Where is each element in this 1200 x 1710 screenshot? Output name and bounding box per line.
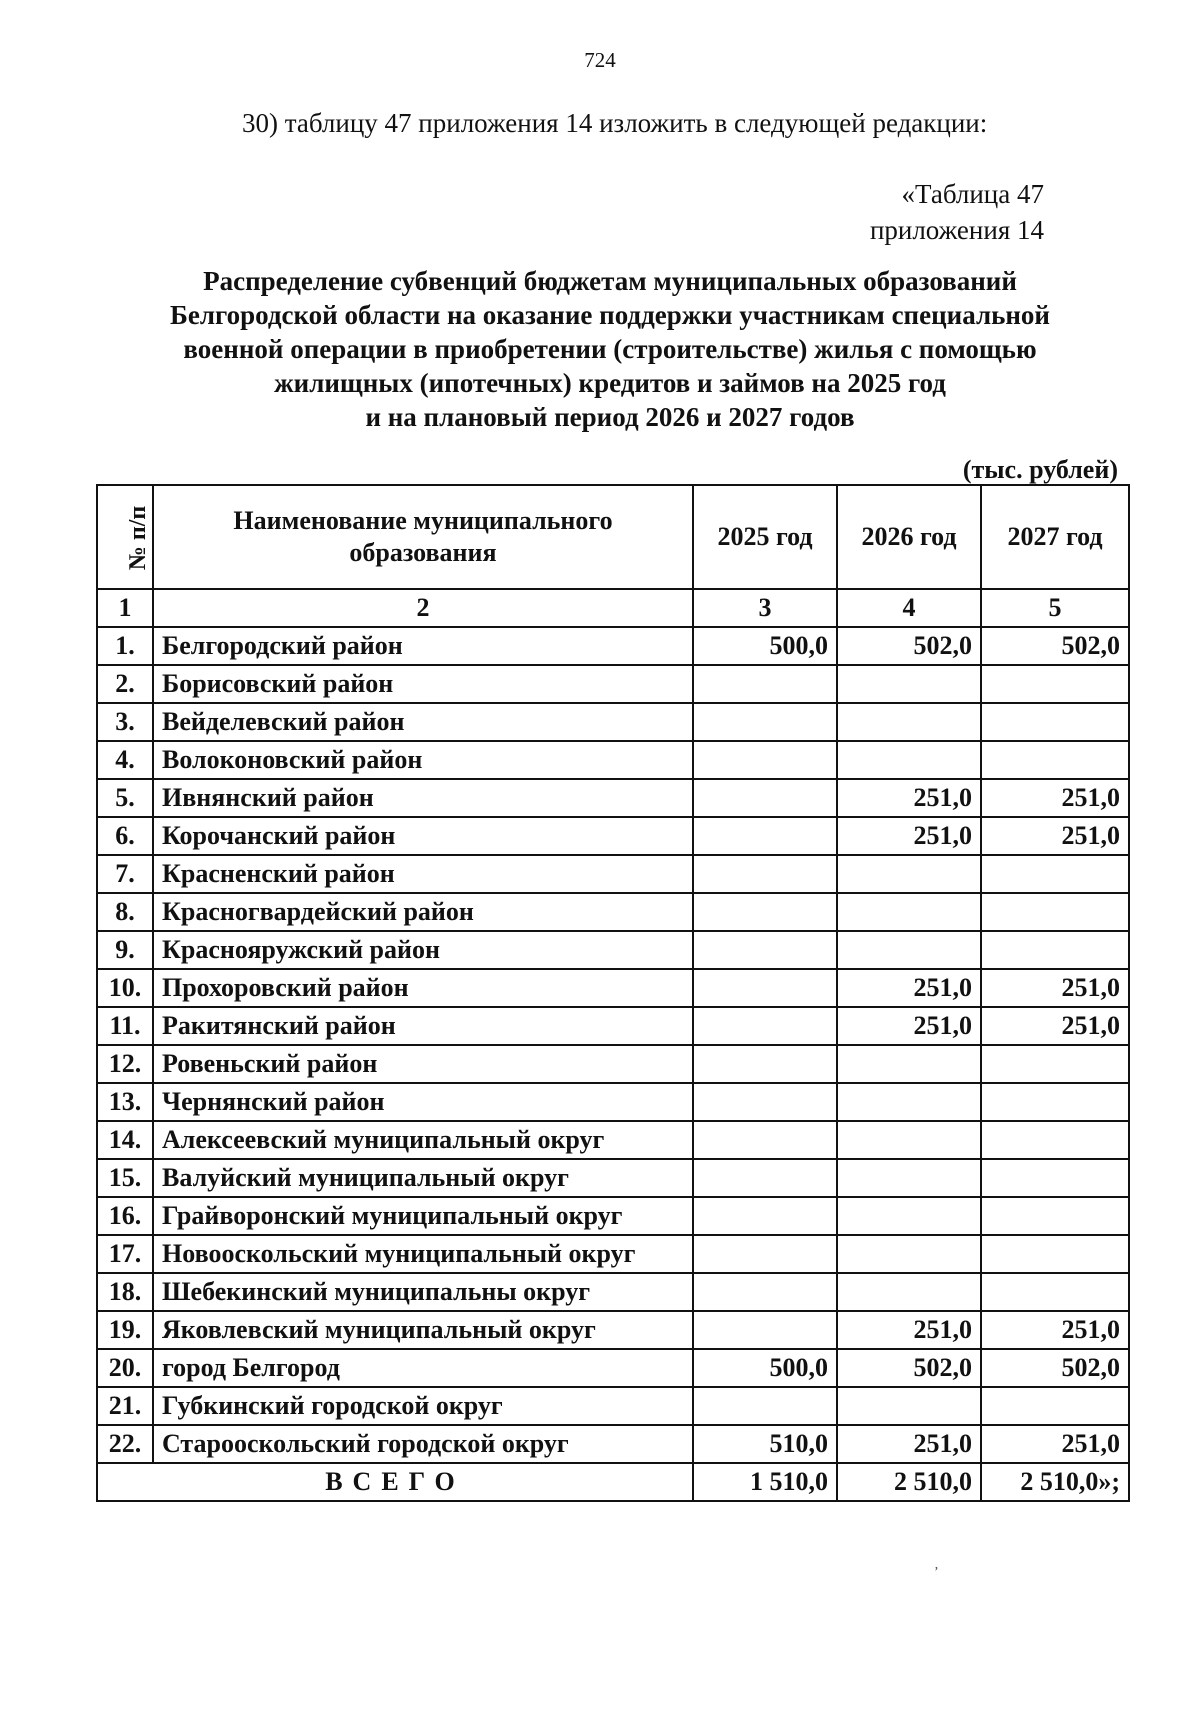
row-value-2025 xyxy=(693,969,837,1007)
row-name: Ракитянский район xyxy=(153,1007,693,1045)
title-line: Распределение субвенций бюджетам муниципальных образований xyxy=(203,266,1017,296)
row-value-2027: 251,0 xyxy=(981,817,1129,855)
title-line: жилищных (ипотечных) кредитов и займов на 2025 год xyxy=(274,368,946,398)
row-name: Губкинский городской округ xyxy=(153,1387,693,1425)
total-row xyxy=(97,1463,1129,1501)
header-2025: 2025 год xyxy=(693,485,837,589)
row-value-2025 xyxy=(693,1121,837,1159)
row-number: 20. xyxy=(97,1349,153,1387)
row-number: 6. xyxy=(97,817,153,855)
row-name: Белгородский район xyxy=(153,627,693,665)
column-number: 1 xyxy=(97,589,153,627)
row-name: Красненский район xyxy=(153,855,693,893)
row-value-2027: 251,0 xyxy=(981,969,1129,1007)
row-name: Валуйский муниципальный округ xyxy=(153,1159,693,1197)
row-number: 4. xyxy=(97,741,153,779)
total-2026: 2 510,0 xyxy=(837,1463,981,1501)
row-number: 10. xyxy=(97,969,153,1007)
row-name: Ивнянский район xyxy=(153,779,693,817)
row-number: 16. xyxy=(97,1197,153,1235)
table-row xyxy=(97,627,1129,665)
row-value-2027 xyxy=(981,1121,1129,1159)
title-line: Белгородской области на оказание поддержки участникам специальной xyxy=(170,300,1050,330)
row-value-2026: 502,0 xyxy=(837,1349,981,1387)
table-row xyxy=(97,665,1129,703)
row-value-2025: 500,0 xyxy=(693,1349,837,1387)
table-row xyxy=(97,931,1129,969)
row-number: 5. xyxy=(97,779,153,817)
row-name: Яковлевский муниципальный округ xyxy=(153,1311,693,1349)
row-value-2025 xyxy=(693,1045,837,1083)
table-row xyxy=(97,969,1129,1007)
row-value-2026 xyxy=(837,893,981,931)
total-2025: 1 510,0 xyxy=(693,1463,837,1501)
table-row xyxy=(97,703,1129,741)
row-value-2025 xyxy=(693,1083,837,1121)
table-row xyxy=(97,817,1129,855)
document-title xyxy=(140,264,1080,434)
row-value-2026 xyxy=(837,1197,981,1235)
table-row xyxy=(97,1387,1129,1425)
row-value-2026 xyxy=(837,1159,981,1197)
table-row xyxy=(97,1083,1129,1121)
row-value-2027 xyxy=(981,893,1129,931)
row-value-2025: 510,0 xyxy=(693,1425,837,1463)
row-number: 19. xyxy=(97,1311,153,1349)
title-line: военной операции в приобретении (строительстве) жилья с помощью xyxy=(183,334,1037,364)
row-name: Волоконовский район xyxy=(153,741,693,779)
row-number: 15. xyxy=(97,1159,153,1197)
row-value-2025 xyxy=(693,1273,837,1311)
row-value-2025 xyxy=(693,1159,837,1197)
row-value-2026 xyxy=(837,1235,981,1273)
row-number: 13. xyxy=(97,1083,153,1121)
row-value-2027 xyxy=(981,1235,1129,1273)
row-value-2027 xyxy=(981,1045,1129,1083)
header-2026: 2026 год xyxy=(837,485,981,589)
column-number: 2 xyxy=(153,589,693,627)
table-row xyxy=(97,1197,1129,1235)
row-value-2027: 502,0 xyxy=(981,627,1129,665)
table-reference-line-1: «Таблица 47 xyxy=(901,179,1044,209)
table-row xyxy=(97,1007,1129,1045)
header-number xyxy=(97,485,153,589)
table-row xyxy=(97,779,1129,817)
row-value-2026 xyxy=(837,703,981,741)
row-value-2027 xyxy=(981,665,1129,703)
row-name: Краснояружский район xyxy=(153,931,693,969)
row-value-2027: 251,0 xyxy=(981,1007,1129,1045)
row-value-2027 xyxy=(981,1159,1129,1197)
row-value-2027: 251,0 xyxy=(981,1425,1129,1463)
title-line: и на плановый период 2026 и 2027 годов xyxy=(365,402,855,432)
row-value-2025 xyxy=(693,1007,837,1045)
row-value-2026: 502,0 xyxy=(837,627,981,665)
units-label: (тыс. рублей) xyxy=(962,455,1118,484)
header-name: Наименование муниципального образования xyxy=(153,485,693,589)
row-name: Корочанский район xyxy=(153,817,693,855)
table-row xyxy=(97,1273,1129,1311)
row-name: Старооскольский городской округ xyxy=(153,1425,693,1463)
table-row xyxy=(97,893,1129,931)
table-row xyxy=(97,855,1129,893)
row-value-2027 xyxy=(981,1197,1129,1235)
table-reference-line-2: приложения 14 xyxy=(869,215,1044,245)
row-value-2027 xyxy=(981,741,1129,779)
row-value-2025 xyxy=(693,893,837,931)
row-number: 1. xyxy=(97,627,153,665)
row-number: 22. xyxy=(97,1425,153,1463)
row-number: 14. xyxy=(97,1121,153,1159)
row-name: Ровеньский район xyxy=(153,1045,693,1083)
row-value-2027 xyxy=(981,1083,1129,1121)
row-name: город Белгород xyxy=(153,1349,693,1387)
row-value-2025 xyxy=(693,1311,837,1349)
column-number: 5 xyxy=(981,589,1129,627)
column-number-row xyxy=(97,589,1129,627)
row-number: 9. xyxy=(97,931,153,969)
row-value-2025 xyxy=(693,817,837,855)
row-value-2026 xyxy=(837,1387,981,1425)
row-value-2026: 251,0 xyxy=(837,969,981,1007)
header-2027: 2027 год xyxy=(981,485,1129,589)
row-name: Прохоровский район xyxy=(153,969,693,1007)
row-value-2026 xyxy=(837,741,981,779)
row-number: 11. xyxy=(97,1007,153,1045)
row-value-2026: 251,0 xyxy=(837,1425,981,1463)
table-row xyxy=(97,1045,1129,1083)
row-value-2026 xyxy=(837,931,981,969)
row-value-2025 xyxy=(693,703,837,741)
table-row xyxy=(97,1311,1129,1349)
row-value-2026: 251,0 xyxy=(837,817,981,855)
row-number: 18. xyxy=(97,1273,153,1311)
row-value-2026 xyxy=(837,1121,981,1159)
row-value-2026: 251,0 xyxy=(837,779,981,817)
row-value-2027 xyxy=(981,1387,1129,1425)
table-row xyxy=(97,1349,1129,1387)
row-value-2026 xyxy=(837,1083,981,1121)
row-value-2025 xyxy=(693,1197,837,1235)
row-value-2025 xyxy=(693,1235,837,1273)
table-row xyxy=(97,741,1129,779)
row-name: Грайворонский муниципальный округ xyxy=(153,1197,693,1235)
row-number: 12. xyxy=(97,1045,153,1083)
row-value-2025: 500,0 xyxy=(693,627,837,665)
row-value-2025 xyxy=(693,855,837,893)
table-row xyxy=(97,1425,1129,1463)
row-number: 21. xyxy=(97,1387,153,1425)
row-value-2026 xyxy=(837,1273,981,1311)
row-value-2027 xyxy=(981,931,1129,969)
column-number: 4 xyxy=(837,589,981,627)
row-number: 17. xyxy=(97,1235,153,1273)
table-row xyxy=(97,1235,1129,1273)
row-value-2026: 251,0 xyxy=(837,1311,981,1349)
table-row xyxy=(97,1159,1129,1197)
row-value-2027: 251,0 xyxy=(981,1311,1129,1349)
page-number: 724 xyxy=(584,48,616,72)
row-number: 7. xyxy=(97,855,153,893)
row-value-2027: 251,0 xyxy=(981,779,1129,817)
row-value-2027 xyxy=(981,1273,1129,1311)
row-name: Борисовский район xyxy=(153,665,693,703)
row-value-2027 xyxy=(981,855,1129,893)
column-number: 3 xyxy=(693,589,837,627)
total-2027: 2 510,0»; xyxy=(981,1463,1129,1501)
row-value-2025 xyxy=(693,1387,837,1425)
table-header-row xyxy=(97,485,1129,589)
table-reference xyxy=(870,176,1044,248)
row-value-2026: 251,0 xyxy=(837,1007,981,1045)
row-name: Чернянский район xyxy=(153,1083,693,1121)
row-number: 3. xyxy=(97,703,153,741)
row-value-2026 xyxy=(837,855,981,893)
row-value-2026 xyxy=(837,665,981,703)
row-name: Алексеевский муниципальный округ xyxy=(153,1121,693,1159)
header-number-label: № п/п xyxy=(125,505,152,570)
row-number: 8. xyxy=(97,893,153,931)
row-value-2025 xyxy=(693,779,837,817)
row-value-2025 xyxy=(693,741,837,779)
table-row xyxy=(97,1121,1129,1159)
row-value-2025 xyxy=(693,931,837,969)
row-value-2026 xyxy=(837,1045,981,1083)
intro-text: 30) таблицу 47 приложения 14 изложить в следующей редакции: xyxy=(242,108,988,138)
row-name: Вейделевский район xyxy=(153,703,693,741)
row-name: Шебекинский муниципальны округ xyxy=(153,1273,693,1311)
row-value-2025 xyxy=(693,665,837,703)
row-value-2027 xyxy=(981,703,1129,741)
subvention-table xyxy=(96,484,1130,1502)
total-label: ВСЕГО xyxy=(97,1463,693,1501)
row-name: Новооскольский муниципальный округ xyxy=(153,1235,693,1273)
row-name: Красногвардейский район xyxy=(153,893,693,931)
stray-mark: ’ xyxy=(934,1565,939,1580)
row-number: 2. xyxy=(97,665,153,703)
row-value-2027: 502,0 xyxy=(981,1349,1129,1387)
